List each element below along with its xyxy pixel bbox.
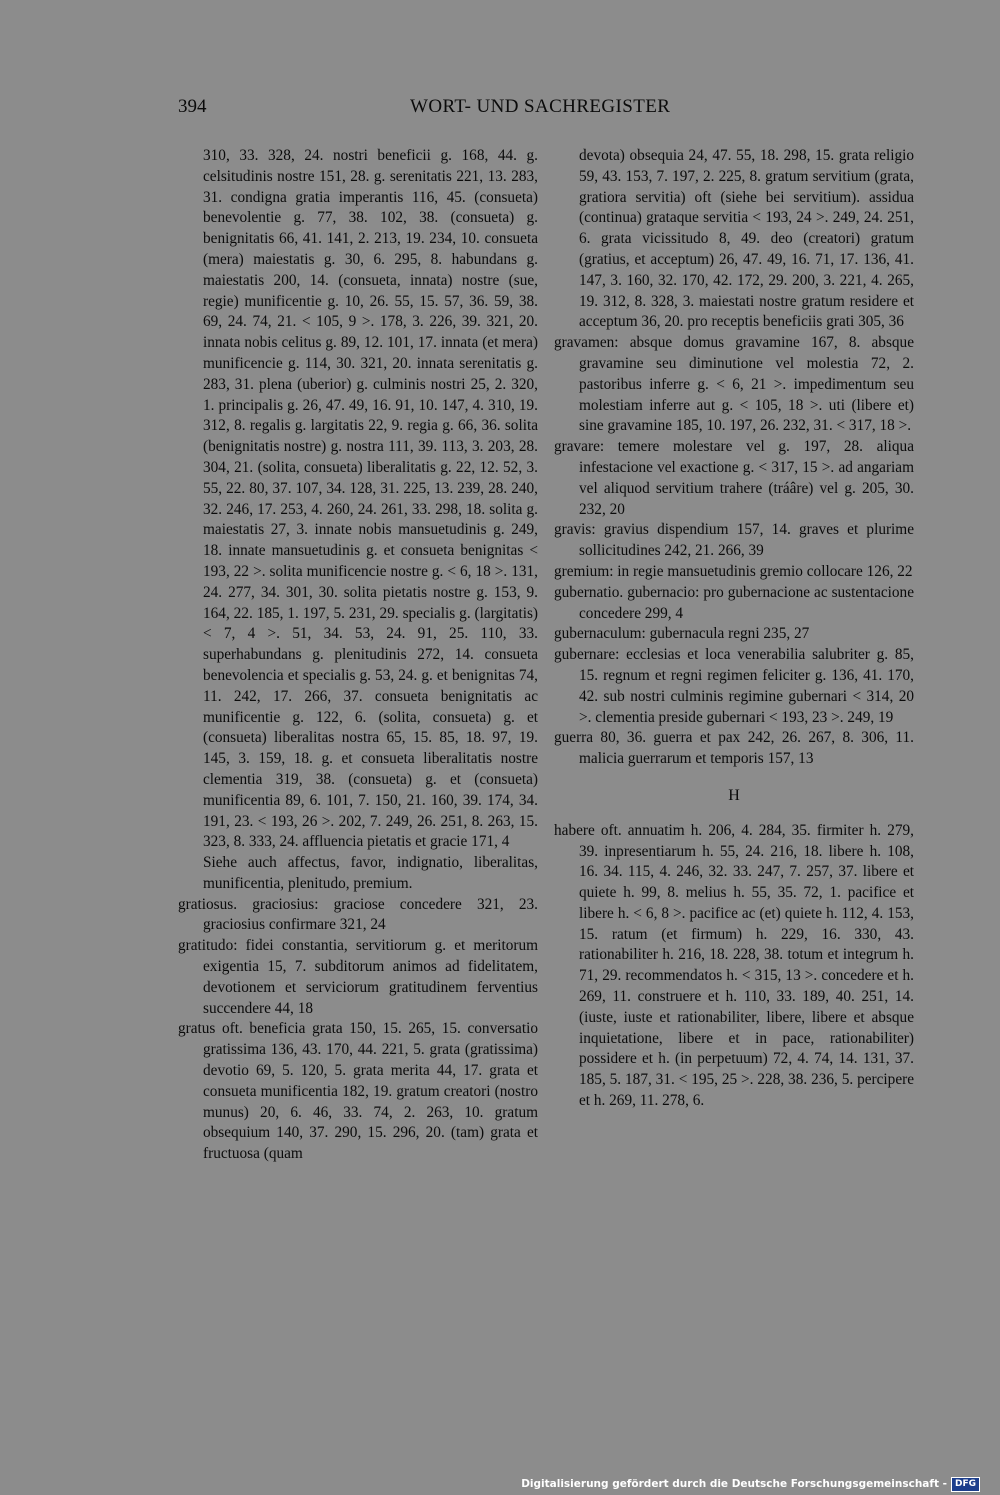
entry-continuation: devota) obsequia 24, 47. 55, 18. 298, 15. grata religio 59, 43. 153, 7. 197, 2. 225, 8. gratum servitium (grata, gratiora servitia) oft (siehe bei servitium). assidua (continua) grataque servitia < 193, 24 >. 249, 24. 251, 6. grata vicissitudo 8, 49. deo (creatori) gratum (gratius, et acceptum) 26, 47. 49, 16. 71, 17. 136, 41. 147, 3. 160, 32. 170, 42. 172, 29. 200, 3. 221, 4. 265, 19. 312, 8. 328, 3. maiestati nostre gratum residere et acceptum 36, 20. pro receptis beneficiis grati 305, 36 xyxy=(579,147,914,331)
left-column xyxy=(178,146,538,1165)
index-entry-gratiosus: gratiosus. graciosius: graciose concedere 321, 23. graciosius confirmare 321, 24 xyxy=(178,895,538,934)
index-entry-gravamen: gravamen: absque domus gravamine 167, 8. absque gravamine seu diminutione vel molestia 72, 2. pastoribus inferre g. < 6, 21 >. impedimentum seu molestiam inferre aut g. < 105, 18 >. uti (libere et) sine gravamine 185, 10. 197, 26. 232, 31. < 317, 18 >. xyxy=(554,334,914,435)
section-letter: H xyxy=(728,786,740,804)
index-entry-habere: habere oft. annuatim h. 206, 4. 284, 35. firmiter h. 279, 39. inpresentiarum h. 55, 24. 216, 18. libere h. 108, 16. 34. 115, 4. 246, 32. 33. 247, 7. 257, 37. libere et quiete h. 99, 8. melius h. 55, 35. 72, 1. pacifice et libere h. < 6, 8 >. pacifice ac (et) quiete h. 112, 4. 153, 15. ratum (et firmum) h. 229, 16. 330, 43. rationabiliter h. 216, 18. 228, 38. totum et integrum h. 71, 29. recommendatos h. < 315, 13 >. concedere et h. 269, 11. construere et h. 110, 33. 189, 40. 251, 14. (iuste, iuste et rationabiliter, libere, libere et absque inquietatione, libere et in pace, rationabiliter) possidere et h. (in perpetuum) 72, 4. 74, 14. 131, 37. 185, 5. 187, 31. < 195, 25 >. 228, 38. 236, 5. percipere et h. 269, 11. 278, 6. xyxy=(554,821,914,1110)
right-column xyxy=(554,146,914,1112)
dfg-logo-icon: DFG xyxy=(951,1477,980,1492)
index-entry-gubernaculum: gubernaculum: gubernacula regni 235, 27 xyxy=(554,625,810,643)
index-entry-guerra: guerra 80, 36. guerra et pax 242, 26. 267, 8. 306, 11. malicia guerrarum et temporis 157, 13 xyxy=(554,729,914,768)
running-head: WORT- UND SACHREGISTER xyxy=(410,96,671,117)
entry-continuation: 310, 33. 328, 24. nostri beneficii g. 168, 44. g. celsitudinis nostre 151, 28. g. serenitatis 221, 13. 283, 31. condigna gratia imperantis 116, 45. (consueta) benevolentie g. 77, 38. 102, 38. (consueta) g. benignitatis 66, 41. 141, 2. 213, 19. 234, 10. consueta (mera) maiestatis g. 30, 6. 295, 8. habundans g. maiestatis 200, 14. (consueta, innata) nostre (sue, regie) munificentie g. 10, 26. 55, 15. 57, 36. 59, 38. 69, 24. 74, 21. < 105, 9 >. 178, 3. 226, 39. 321, 20. innata nobis celitus g. 89, 12. 101, 17. innata (et mera) munificencie g. 114, 30. 321, 20. innata serenitatis g. 283, 31. plena (uberior) g. culminis nostri 25, 2. 320, 1. principalis g. 26, 47. 49, 16. 91, 10. 147, 4. 310, 19. 312, 8. regalis g. largitatis 22, 9. regia g. 66, 36. solita (benignitatis nostre) g. nostra 111, 39. 113, 3. 203, 28. 304, 21. (solita, consueta) liberalitatis g. 22, 12. 52, 3. 55, 22. 80, 37. 107, 34. 128, 31. 225, 13. 239, 28. 240, 32. 246, 17. 253, 4. 260, 24. 261, 33. 298, 18. solita g. maiestatis 27, 3. innate nobis mansuetudinis g. 249, 18. innate mansuetudinis g. et consueta benignitas < 193, 22 >. solita munificencie nostre g. < 6, 18 >. 131, 24. 277, 34. 301, 30. solita pietatis nostre g. 153, 9. 164, 22. 185, 1. 197, 5. 231, 29. specialis g. (largitatis) < 7, 4 >. 51, 34. 53, 24. 91, 25. 110, 33. superhabundans g. plenitudinis 272, 14. consueta benevolencia et specialis g. 53, 24. g. et benignitas 74, 11. 242, 17. 266, 37. consueta benignitatis ac munificentie g. 122, 6. (solita, consueta) g. et (consueta) liberalitas nostra 65, 15. 85, 18. 97, 19. 145, 3. 159, 18. g. et consueta liberalitatis nostre clementia 319, 38. (consueta) g. et (consueta) munificentia 89, 6. 101, 7. 150, 21. 160, 39. 174, 34. 191, 23. < 193, 26 >. 202, 7. 249, 26. 251, 8. 263, 15. 323, 8. 333, 24. affluencia pietatis et gracie 171, 4 xyxy=(203,147,538,851)
index-entry-gravis: gravis: gravius dispendium 157, 14. graves et plurime sollicitudines 242, 21. 266, 39 xyxy=(554,521,914,560)
see-also-note: Siehe auch affectus, favor, indignatio, liberalitas, munificentia, plenitudo, premium. xyxy=(203,854,538,892)
index-entry-gravare: gravare: temere molestare vel g. 197, 28. aliqua infestacione vel exactione g. < 317, 15 >. ad angariam vel aliquod servitium trahere (tráâre) vel g. 205, 30. 232, 20 xyxy=(554,438,914,518)
page-number: 394 xyxy=(178,96,207,117)
index-entry-gubernare: gubernare: ecclesias et loca venerabilia salubriter g. 85, 15. regnum et regni regimen feliciter g. 136, 41. 170, 42. sub nostri culminis regimine gubernari < 314, 20 >. clementia preside gubernari < 193, 23 >. 249, 19 xyxy=(554,646,914,726)
index-entry-gremium: gremium: in regie mansuetudinis gremio collocare 126, 22 xyxy=(554,562,913,580)
index-entry-gubernatio: gubernatio. gubernacio: pro gubernacione ac sustentacione concedere 299, 4 xyxy=(554,583,914,622)
page-header xyxy=(178,96,900,126)
digitization-footer xyxy=(521,1477,980,1491)
index-entry-gratus: gratus oft. beneficia grata 150, 15. 265, 15. conversatio gratissima 136, 43. 170, 44. 221, 5. grata (gratissima) devotio 69, 5. 120, 5. grata merita 44, 17. grata et consueta munificentia 182, 19. gratum creatori (nostro munus) 20, 6. 46, 33. 74, 2. 263, 10. gratum obsequium 140, 37. 290, 15. 296, 20. (tam) grata et fructuosa (quam xyxy=(178,1020,538,1163)
footer-text: Digitalisierung gefördert durch die Deutsche Forschungsgemeinschaft - xyxy=(521,1478,947,1490)
index-entry-gratitudo: gratitudo: fidei constantia, servitiorum g. et meritorum exigentia 15, 7. subditorum animos ad fidelitatem, devotionem et serviciorum gratitudinem ferventius succendere 44, 18 xyxy=(178,937,538,1017)
